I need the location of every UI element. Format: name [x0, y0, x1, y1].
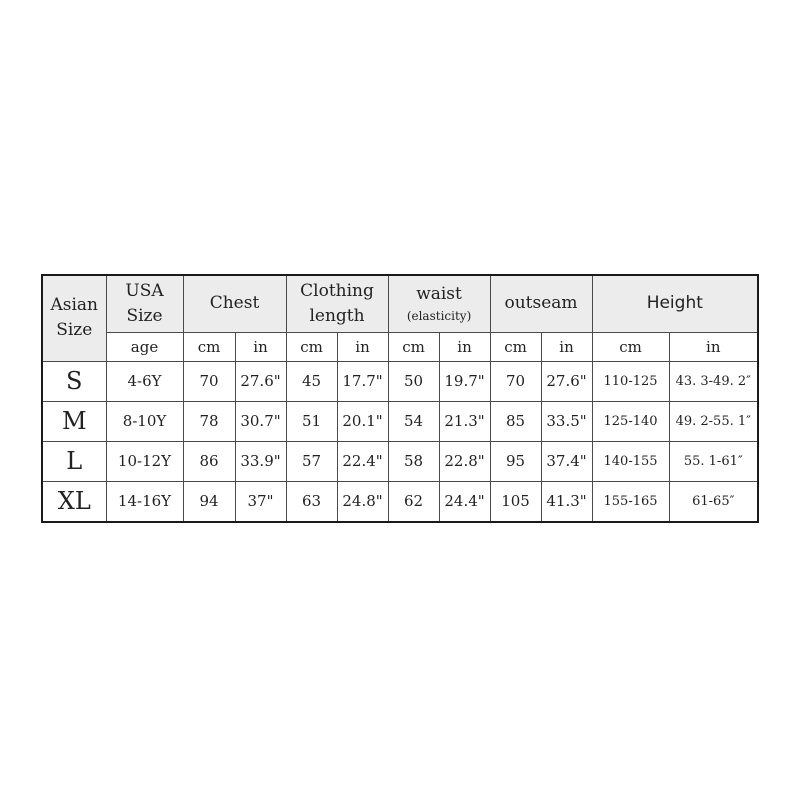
- unit-length-cm: cm: [286, 332, 337, 361]
- length-in-cell: 24.8": [337, 481, 388, 522]
- header-height: Height: [592, 275, 758, 332]
- length-cm-cell: 45: [286, 361, 337, 401]
- unit-age: age: [106, 332, 183, 361]
- length-in-cell: 22.4": [337, 441, 388, 481]
- waist-in-cell: 19.7": [439, 361, 490, 401]
- unit-waist-cm: cm: [388, 332, 439, 361]
- length-cm-cell: 57: [286, 441, 337, 481]
- chest-in-cell: 30.7": [235, 401, 286, 441]
- chest-cm-cell: 94: [183, 481, 235, 522]
- header-asian-size: Asian Size: [42, 275, 106, 361]
- unit-height-in: in: [669, 332, 758, 361]
- size-table: [41, 274, 759, 523]
- height-cm-cell: 125-140: [592, 401, 669, 441]
- length-in-cell: 20.1": [337, 401, 388, 441]
- unit-chest-in: in: [235, 332, 286, 361]
- waist-note: (elasticity): [406, 309, 472, 324]
- outseam-cm-cell: 85: [490, 401, 541, 441]
- outseam-in-cell: 37.4": [541, 441, 592, 481]
- unit-chest-cm: cm: [183, 332, 235, 361]
- chest-cm-cell: 70: [183, 361, 235, 401]
- size-cell: S: [42, 361, 106, 401]
- header-outseam: outseam: [490, 275, 592, 332]
- waist-in-cell: 22.8": [439, 441, 490, 481]
- outseam-cm-cell: 70: [490, 361, 541, 401]
- table-row: [42, 361, 758, 401]
- unit-length-in: in: [337, 332, 388, 361]
- header-chest: Chest: [183, 275, 286, 332]
- waist-in-cell: 24.4": [439, 481, 490, 522]
- header-usa-size: USA Size: [106, 275, 183, 332]
- outseam-cm-cell: 95: [490, 441, 541, 481]
- size-cell: L: [42, 441, 106, 481]
- chest-cm-cell: 78: [183, 401, 235, 441]
- height-in-cell: 55. 1-61″: [669, 441, 758, 481]
- unit-waist-in: in: [439, 332, 490, 361]
- chest-in-cell: 33.9": [235, 441, 286, 481]
- age-cell: 4-6Y: [106, 361, 183, 401]
- unit-outseam-cm: cm: [490, 332, 541, 361]
- size-chart: [41, 274, 757, 523]
- table-row: [42, 441, 758, 481]
- height-in-cell: 61-65″: [669, 481, 758, 522]
- header-clothing-length: Clothing length: [286, 275, 388, 332]
- chest-in-cell: 27.6": [235, 361, 286, 401]
- age-cell: 8-10Y: [106, 401, 183, 441]
- outseam-cm-cell: 105: [490, 481, 541, 522]
- unit-row: [42, 332, 758, 361]
- height-cm-cell: 110-125: [592, 361, 669, 401]
- waist-cm-cell: 62: [388, 481, 439, 522]
- table-row: [42, 401, 758, 441]
- waist-in-cell: 21.3": [439, 401, 490, 441]
- waist-cm-cell: 54: [388, 401, 439, 441]
- unit-outseam-in: in: [541, 332, 592, 361]
- waist-cm-cell: 58: [388, 441, 439, 481]
- header-waist: waist (elasticity): [388, 275, 490, 332]
- length-cm-cell: 51: [286, 401, 337, 441]
- header-row: [42, 275, 758, 332]
- outseam-in-cell: 27.6": [541, 361, 592, 401]
- waist-cm-cell: 50: [388, 361, 439, 401]
- unit-height-cm: cm: [592, 332, 669, 361]
- outseam-in-cell: 33.5": [541, 401, 592, 441]
- height-in-cell: 49. 2-55. 1″: [669, 401, 758, 441]
- age-cell: 14-16Y: [106, 481, 183, 522]
- outseam-in-cell: 41.3": [541, 481, 592, 522]
- size-cell: XL: [42, 481, 106, 522]
- chest-cm-cell: 86: [183, 441, 235, 481]
- height-cm-cell: 140-155: [592, 441, 669, 481]
- chest-in-cell: 37": [235, 481, 286, 522]
- table-row: [42, 481, 758, 522]
- height-in-cell: 43. 3-49. 2″: [669, 361, 758, 401]
- height-cm-cell: 155-165: [592, 481, 669, 522]
- length-in-cell: 17.7": [337, 361, 388, 401]
- age-cell: 10-12Y: [106, 441, 183, 481]
- length-cm-cell: 63: [286, 481, 337, 522]
- size-cell: M: [42, 401, 106, 441]
